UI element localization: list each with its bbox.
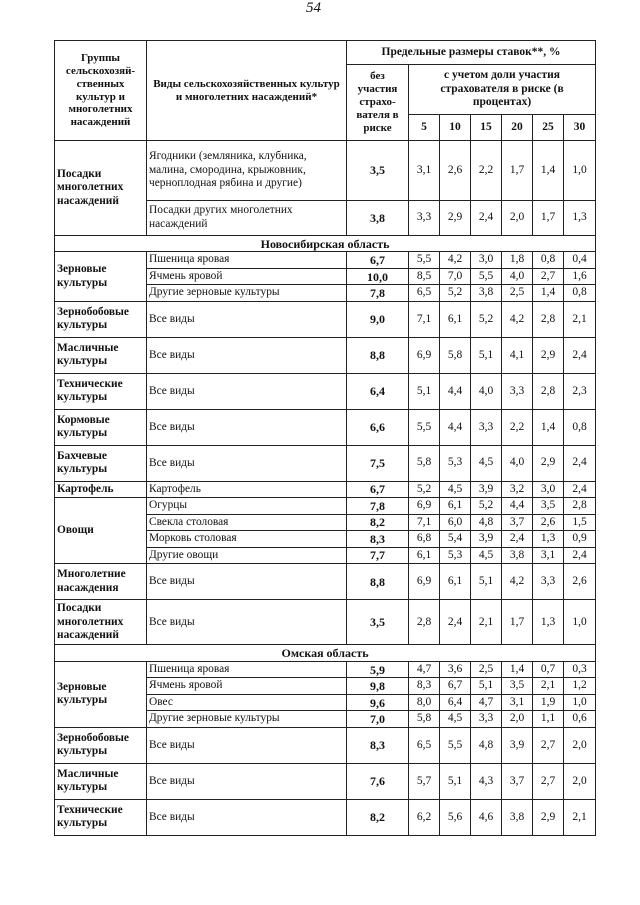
table-row xyxy=(55,409,596,445)
rate-share-15: 3,9 xyxy=(471,481,502,498)
rate-share-25: 1,3 xyxy=(533,531,564,548)
rate-share-5: 8,3 xyxy=(409,678,440,695)
table-row xyxy=(55,481,596,498)
table-row xyxy=(55,661,596,678)
rate-share-30: 1,0 xyxy=(564,694,596,711)
header-share-30: 30 xyxy=(564,115,596,141)
rate-share-30: 2,1 xyxy=(564,799,596,835)
table-row xyxy=(55,600,596,645)
rate-share-30: 0,9 xyxy=(564,531,596,548)
crop-name: Все виды xyxy=(147,373,347,409)
rate-share-15: 4,8 xyxy=(471,727,502,763)
table-row xyxy=(55,373,596,409)
rate-share-20: 1,4 xyxy=(502,661,533,678)
rate-share-20: 3,2 xyxy=(502,481,533,498)
rate-share-20: 2,0 xyxy=(502,200,533,235)
region-title: Новосибирская область xyxy=(55,235,596,252)
rate-share-10: 6,1 xyxy=(440,498,471,515)
rate-share-20: 2,2 xyxy=(502,409,533,445)
group-name: Бахчевые культуры xyxy=(55,445,147,481)
rate-share-20: 4,0 xyxy=(502,268,533,285)
rate-without-participation: 9,0 xyxy=(347,301,409,337)
rate-share-5: 6,9 xyxy=(409,498,440,515)
rate-share-5: 8,5 xyxy=(409,268,440,285)
rate-share-5: 3,1 xyxy=(409,141,440,201)
header-share-5: 5 xyxy=(409,115,440,141)
rate-share-20: 4,2 xyxy=(502,301,533,337)
rate-share-15: 2,2 xyxy=(471,141,502,201)
group-name: Зернобобовые культуры xyxy=(55,301,147,337)
rate-share-10: 3,6 xyxy=(440,661,471,678)
rate-share-25: 1,1 xyxy=(533,711,564,728)
rate-share-25: 1,7 xyxy=(533,200,564,235)
rate-share-30: 1,5 xyxy=(564,514,596,531)
group-name: Овощи xyxy=(55,498,147,564)
rate-share-15: 5,1 xyxy=(471,337,502,373)
rate-without-participation: 10,0 xyxy=(347,268,409,285)
rate-without-participation: 8,3 xyxy=(347,531,409,548)
table-row xyxy=(55,564,596,600)
rate-without-participation: 8,8 xyxy=(347,337,409,373)
crop-name: Пшеница яровая xyxy=(147,252,347,269)
header-without-participation: без участия страхо-вателя в риске xyxy=(347,65,409,141)
rate-share-25: 2,9 xyxy=(533,799,564,835)
rate-share-15: 5,2 xyxy=(471,301,502,337)
crop-name: Все виды xyxy=(147,600,347,645)
rate-share-15: 5,1 xyxy=(471,564,502,600)
crop-name: Другие овощи xyxy=(147,547,347,564)
rate-without-participation: 3,5 xyxy=(347,600,409,645)
rate-share-30: 0,8 xyxy=(564,285,596,302)
rate-share-10: 5,5 xyxy=(440,727,471,763)
rate-share-25: 2,9 xyxy=(533,445,564,481)
rate-share-25: 0,7 xyxy=(533,661,564,678)
rate-share-20: 1,8 xyxy=(502,252,533,269)
rate-share-30: 2,4 xyxy=(564,445,596,481)
table-row xyxy=(55,141,596,201)
rate-share-25: 1,4 xyxy=(533,409,564,445)
rate-without-participation: 8,2 xyxy=(347,799,409,835)
rate-share-30: 0,3 xyxy=(564,661,596,678)
rate-without-participation: 6,6 xyxy=(347,409,409,445)
rate-share-25: 1,9 xyxy=(533,694,564,711)
rate-share-15: 3,3 xyxy=(471,711,502,728)
rate-share-5: 2,8 xyxy=(409,600,440,645)
rate-share-25: 3,3 xyxy=(533,564,564,600)
crop-name: Огурцы xyxy=(147,498,347,515)
rate-share-20: 4,4 xyxy=(502,498,533,515)
crop-name: Овес xyxy=(147,694,347,711)
rate-share-20: 4,0 xyxy=(502,445,533,481)
rate-share-25: 0,8 xyxy=(533,252,564,269)
rate-share-5: 6,9 xyxy=(409,564,440,600)
rate-share-30: 2,1 xyxy=(564,301,596,337)
rate-share-20: 1,7 xyxy=(502,141,533,201)
rate-share-30: 2,4 xyxy=(564,481,596,498)
header-with-participation: с учетом доли участия страхователя в риске (в процентах) xyxy=(409,65,596,115)
rate-share-5: 3,3 xyxy=(409,200,440,235)
rate-share-20: 3,8 xyxy=(502,547,533,564)
rate-share-30: 1,0 xyxy=(564,600,596,645)
rate-share-30: 1,6 xyxy=(564,268,596,285)
rate-share-25: 2,7 xyxy=(533,763,564,799)
rate-share-5: 5,7 xyxy=(409,763,440,799)
rate-share-30: 0,6 xyxy=(564,711,596,728)
rate-without-participation: 9,8 xyxy=(347,678,409,695)
rate-share-15: 4,3 xyxy=(471,763,502,799)
group-name: Масличные культуры xyxy=(55,337,147,373)
rate-share-5: 4,7 xyxy=(409,661,440,678)
group-name: Картофель xyxy=(55,481,147,498)
crop-name: Все виды xyxy=(147,337,347,373)
table-row xyxy=(55,252,596,269)
region-row xyxy=(55,645,596,662)
rate-share-10: 2,4 xyxy=(440,600,471,645)
rate-share-20: 3,1 xyxy=(502,694,533,711)
rate-share-25: 2,1 xyxy=(533,678,564,695)
rate-share-5: 5,5 xyxy=(409,409,440,445)
group-name: Посадки многолетних насаждений xyxy=(55,141,147,236)
rate-share-10: 4,5 xyxy=(440,481,471,498)
rate-share-10: 4,5 xyxy=(440,711,471,728)
crop-name: Ячмень яровой xyxy=(147,678,347,695)
rate-share-25: 1,4 xyxy=(533,141,564,201)
rate-share-15: 2,4 xyxy=(471,200,502,235)
rate-share-15: 4,6 xyxy=(471,799,502,835)
rate-without-participation: 5,9 xyxy=(347,661,409,678)
header-share-15: 15 xyxy=(471,115,502,141)
rate-share-20: 4,2 xyxy=(502,564,533,600)
table-row xyxy=(55,763,596,799)
group-name: Многолетние насаждения xyxy=(55,564,147,600)
rate-share-10: 5,4 xyxy=(440,531,471,548)
rate-without-participation: 3,8 xyxy=(347,200,409,235)
crop-name: Другие зерновые культуры xyxy=(147,711,347,728)
rate-share-15: 3,0 xyxy=(471,252,502,269)
rate-share-20: 3,7 xyxy=(502,763,533,799)
rate-share-5: 7,1 xyxy=(409,514,440,531)
group-name: Посадки многолетних насаждений xyxy=(55,600,147,645)
crop-name: Ягодники (земляника, клубника, малина, смородина, крыжовник, черноплодная рябина и другие) xyxy=(147,141,347,201)
rate-share-10: 2,9 xyxy=(440,200,471,235)
crop-name: Все виды xyxy=(147,409,347,445)
rate-share-5: 6,9 xyxy=(409,337,440,373)
group-name: Технические культуры xyxy=(55,373,147,409)
header-share-20: 20 xyxy=(502,115,533,141)
rate-share-5: 8,0 xyxy=(409,694,440,711)
rate-without-participation: 7,8 xyxy=(347,285,409,302)
crop-name: Все виды xyxy=(147,799,347,835)
rate-share-10: 2,6 xyxy=(440,141,471,201)
rate-share-15: 2,1 xyxy=(471,600,502,645)
rate-share-20: 3,3 xyxy=(502,373,533,409)
crop-name: Другие зерновые культуры xyxy=(147,285,347,302)
rate-share-10: 5,2 xyxy=(440,285,471,302)
rate-share-5: 5,2 xyxy=(409,481,440,498)
rate-without-participation: 3,5 xyxy=(347,141,409,201)
rate-share-5: 5,5 xyxy=(409,252,440,269)
header-limits: Предельные размеры ставок**, % xyxy=(347,41,596,65)
table-row xyxy=(55,727,596,763)
rate-share-30: 2,3 xyxy=(564,373,596,409)
rate-share-20: 3,8 xyxy=(502,799,533,835)
rate-share-25: 2,6 xyxy=(533,514,564,531)
rate-without-participation: 8,8 xyxy=(347,564,409,600)
rate-share-5: 7,1 xyxy=(409,301,440,337)
rate-share-20: 3,7 xyxy=(502,514,533,531)
rate-without-participation: 7,5 xyxy=(347,445,409,481)
group-name: Зернобобовые культуры xyxy=(55,727,147,763)
crop-name: Все виды xyxy=(147,564,347,600)
rate-without-participation: 6,7 xyxy=(347,252,409,269)
crop-name: Пшеница яровая xyxy=(147,661,347,678)
rate-share-10: 5,8 xyxy=(440,337,471,373)
rate-share-30: 2,0 xyxy=(564,727,596,763)
table-row xyxy=(55,337,596,373)
rate-without-participation: 7,7 xyxy=(347,547,409,564)
crop-name: Все виды xyxy=(147,727,347,763)
rate-share-10: 5,3 xyxy=(440,445,471,481)
rate-share-10: 6,4 xyxy=(440,694,471,711)
rate-share-5: 6,5 xyxy=(409,285,440,302)
rate-share-25: 3,5 xyxy=(533,498,564,515)
rate-without-participation: 7,6 xyxy=(347,763,409,799)
rate-share-10: 6,1 xyxy=(440,301,471,337)
rate-share-10: 7,0 xyxy=(440,268,471,285)
rate-without-participation: 6,4 xyxy=(347,373,409,409)
rate-without-participation: 7,0 xyxy=(347,711,409,728)
crop-name: Свекла столовая xyxy=(147,514,347,531)
rate-share-25: 2,8 xyxy=(533,373,564,409)
rate-without-participation: 8,3 xyxy=(347,727,409,763)
rate-share-15: 5,5 xyxy=(471,268,502,285)
header-group: Группы сельскохозяй-ственных культур и многолетних насаждений xyxy=(55,41,147,141)
page-number: 54 xyxy=(306,0,321,16)
rate-share-15: 5,1 xyxy=(471,678,502,695)
rate-share-15: 3,8 xyxy=(471,285,502,302)
group-name: Технические культуры xyxy=(55,799,147,835)
insurance-rates-table xyxy=(54,40,596,836)
rate-share-15: 4,5 xyxy=(471,547,502,564)
group-name: Кормовые культуры xyxy=(55,409,147,445)
rate-share-25: 3,0 xyxy=(533,481,564,498)
rate-share-10: 4,4 xyxy=(440,409,471,445)
region-title: Омская область xyxy=(55,645,596,662)
crop-name: Все виды xyxy=(147,301,347,337)
rate-share-10: 4,4 xyxy=(440,373,471,409)
rate-share-15: 4,7 xyxy=(471,694,502,711)
group-name: Зерновые культуры xyxy=(55,252,147,302)
rate-share-20: 2,4 xyxy=(502,531,533,548)
rate-share-30: 2,0 xyxy=(564,763,596,799)
rate-share-30: 2,6 xyxy=(564,564,596,600)
rate-share-5: 5,8 xyxy=(409,445,440,481)
rate-share-20: 2,5 xyxy=(502,285,533,302)
rate-share-30: 2,4 xyxy=(564,337,596,373)
rate-share-20: 2,0 xyxy=(502,711,533,728)
header-crop: Виды сельскохозяйственных культур и многолетних насаждений* xyxy=(147,41,347,141)
table-row xyxy=(55,445,596,481)
rate-share-10: 6,7 xyxy=(440,678,471,695)
rate-share-25: 2,8 xyxy=(533,301,564,337)
rate-share-25: 3,1 xyxy=(533,547,564,564)
crop-name: Ячмень яровой xyxy=(147,268,347,285)
rate-share-25: 1,4 xyxy=(533,285,564,302)
rate-share-20: 3,5 xyxy=(502,678,533,695)
rate-share-25: 2,7 xyxy=(533,268,564,285)
rate-without-participation: 7,8 xyxy=(347,498,409,515)
header-share-10: 10 xyxy=(440,115,471,141)
crop-name: Посадки других многолетних насаждений xyxy=(147,200,347,235)
rate-share-15: 4,5 xyxy=(471,445,502,481)
rate-share-30: 2,4 xyxy=(564,547,596,564)
rate-without-participation: 6,7 xyxy=(347,481,409,498)
rate-share-30: 1,3 xyxy=(564,200,596,235)
table-row xyxy=(55,498,596,515)
rate-share-5: 5,1 xyxy=(409,373,440,409)
header-share-25: 25 xyxy=(533,115,564,141)
rate-share-20: 1,7 xyxy=(502,600,533,645)
rate-without-participation: 9,6 xyxy=(347,694,409,711)
rate-share-15: 5,2 xyxy=(471,498,502,515)
table-row xyxy=(55,301,596,337)
rate-share-30: 1,0 xyxy=(564,141,596,201)
group-name: Масличные культуры xyxy=(55,763,147,799)
rate-share-15: 4,8 xyxy=(471,514,502,531)
rate-share-10: 4,2 xyxy=(440,252,471,269)
rate-share-25: 1,3 xyxy=(533,600,564,645)
crop-name: Все виды xyxy=(147,445,347,481)
rate-without-participation: 8,2 xyxy=(347,514,409,531)
rate-share-5: 6,1 xyxy=(409,547,440,564)
rate-share-5: 6,5 xyxy=(409,727,440,763)
rate-share-10: 6,1 xyxy=(440,564,471,600)
rate-share-10: 5,3 xyxy=(440,547,471,564)
rate-share-30: 0,4 xyxy=(564,252,596,269)
rate-share-30: 0,8 xyxy=(564,409,596,445)
rate-share-15: 2,5 xyxy=(471,661,502,678)
rate-share-10: 5,1 xyxy=(440,763,471,799)
rate-share-15: 4,0 xyxy=(471,373,502,409)
rate-share-20: 3,9 xyxy=(502,727,533,763)
rate-share-25: 2,9 xyxy=(533,337,564,373)
rate-share-5: 6,8 xyxy=(409,531,440,548)
group-name: Зерновые культуры xyxy=(55,661,147,727)
rate-share-5: 5,8 xyxy=(409,711,440,728)
region-row xyxy=(55,235,596,252)
rate-share-5: 6,2 xyxy=(409,799,440,835)
crop-name: Все виды xyxy=(147,763,347,799)
crop-name: Морковь столовая xyxy=(147,531,347,548)
rate-share-10: 5,6 xyxy=(440,799,471,835)
rate-share-30: 1,2 xyxy=(564,678,596,695)
table-row xyxy=(55,799,596,835)
rate-share-15: 3,3 xyxy=(471,409,502,445)
rate-share-10: 6,0 xyxy=(440,514,471,531)
rate-share-30: 2,8 xyxy=(564,498,596,515)
rate-share-15: 3,9 xyxy=(471,531,502,548)
rate-share-20: 4,1 xyxy=(502,337,533,373)
crop-name: Картофель xyxy=(147,481,347,498)
rate-share-25: 2,7 xyxy=(533,727,564,763)
